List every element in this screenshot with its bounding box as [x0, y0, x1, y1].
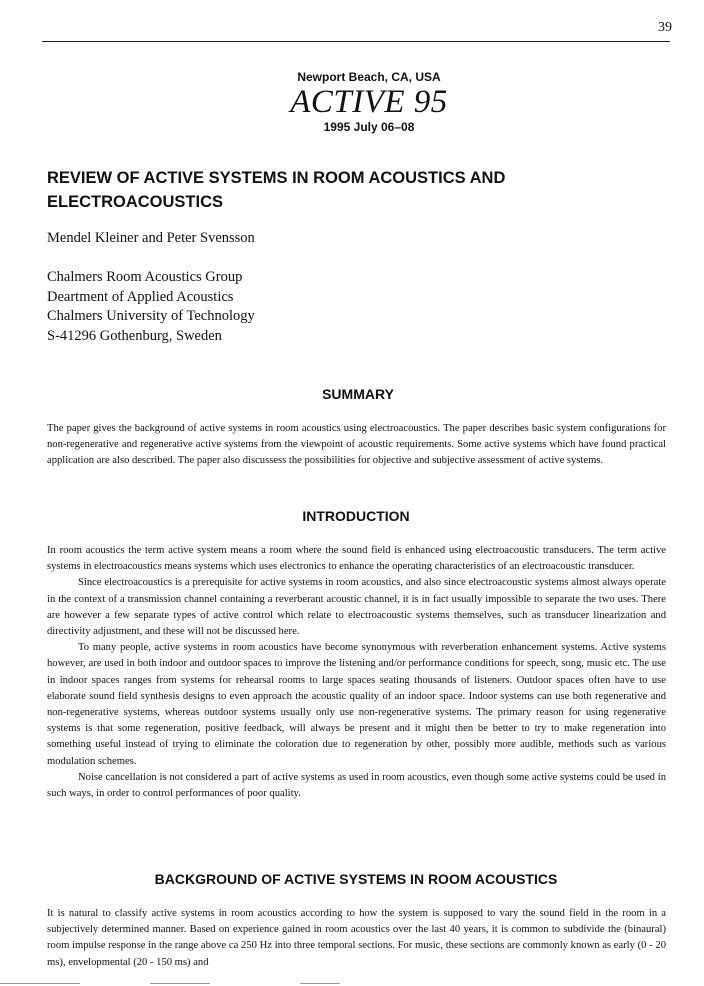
header-rule [42, 41, 670, 42]
background-body [47, 906, 666, 971]
scan-edge-marks [0, 978, 704, 986]
section-heading-introduction: INTRODUCTION [302, 508, 410, 524]
summary-body [47, 421, 666, 470]
paragraph: In room acoustics the term active system means a room where the sound field is enhanced using electroacoustic transducers. The term active systems in electroacoustics means systems which uses electronics to enhance the operating characteristics of an electroacoustic transducer. [47, 545, 666, 573]
affiliation [47, 268, 255, 346]
section-heading-background: BACKGROUND OF ACTIVE SYSTEMS IN ROOM ACOUSTICS [154, 871, 558, 887]
conference-header [0, 70, 704, 134]
affiliation-line: Deartment of Applied Acoustics [47, 288, 234, 305]
paragraph: The paper gives the background of active systems in room acoustics using electroacoustics. The paper describes basic system configurations for non-regenerative and regenerative active systems from the viewpoint of acoustic requirements. Some active systems which have found practical application are also described. The paper also discussess the possibilities for objective and subjective assessment of active systems. [47, 423, 666, 467]
page-number: 39 [658, 20, 672, 35]
conference-name: ACTIVE 95 [290, 84, 448, 120]
scan-mark [300, 983, 340, 984]
affiliation-line: S-41296 Gothenburg, Sweden [47, 327, 222, 344]
authors: Mendel Kleiner and Peter Svensson [47, 230, 255, 246]
paper-title: REVIEW OF ACTIVE SYSTEMS IN ROOM ACOUSTICS AND ELECTROACOUSTICS [47, 169, 506, 211]
section-heading-summary: SUMMARY [322, 386, 394, 402]
paragraph: It is natural to classify active systems in room acoustics according to how the system is supposed to vary the sound field in the room in a subjectively determined manner. Based on experience gained in room acoustics over the last 40 years, it is common to subdivide the (binaural) room impulse response in the range above ca 250 Hz into three temporal sections. For music, these sections are commonly known as early (0 - 20 ms), envelopmental (20 - 150 ms) and [47, 908, 666, 968]
scan-mark [150, 983, 210, 984]
paragraph: To many people, active systems in room acoustics have become synonymous with reverberation enhancement systems. Active systems however, are used in both indoor and outdoor spaces to improve the listening and/or performance conditions for speech, song, music etc. The use in indoor spaces ranges from systems for rehearsal rooms to large spaces seating thousands of listeners. Outdoor spaces often have to use elaborate sound field synthesis designs to even approach the acoustic quality of an indoor space. Indoor systems can use both regenerative and non-regenerative systems, whereas outdoor systems usually only use non-regenerative systems. The primary reason for using regenerative systems is that some regeneration, positive feedback, will always be present and it might then be better to try to make regeneration into something useful instead of trying to eliminate the coloration due to regeneration by other, possibly more audible, methods such as various modulation schemes. [47, 642, 666, 767]
paragraph: Since electroacoustics is a prerequisite for active systems in room acoustics, and also since electroacoustic systems almost always operate in the context of a transmission channel containing a reverberant acoustic channel, it is in fact usually impossible to separate the two uses. There are however a few separate types of active control which relate to electroacoustic systems themselves, such as transducer linearization and directivity adjustment, and these will not be discussed here. [47, 577, 666, 638]
conference-dates: 1995 July 06–08 [323, 120, 415, 134]
affiliation-line: Chalmers Room Acoustics Group [47, 269, 243, 285]
affiliation-line: Chalmers University of Technology [47, 308, 255, 324]
introduction-body [47, 543, 666, 802]
scan-mark [0, 983, 80, 984]
conference-location: Newport Beach, CA, USA [297, 70, 441, 84]
paragraph: Noise cancellation is not considered a part of active systems as used in room acoustics, even though some active systems could be used in such ways, in order to control performances of poor quality. [47, 771, 666, 800]
